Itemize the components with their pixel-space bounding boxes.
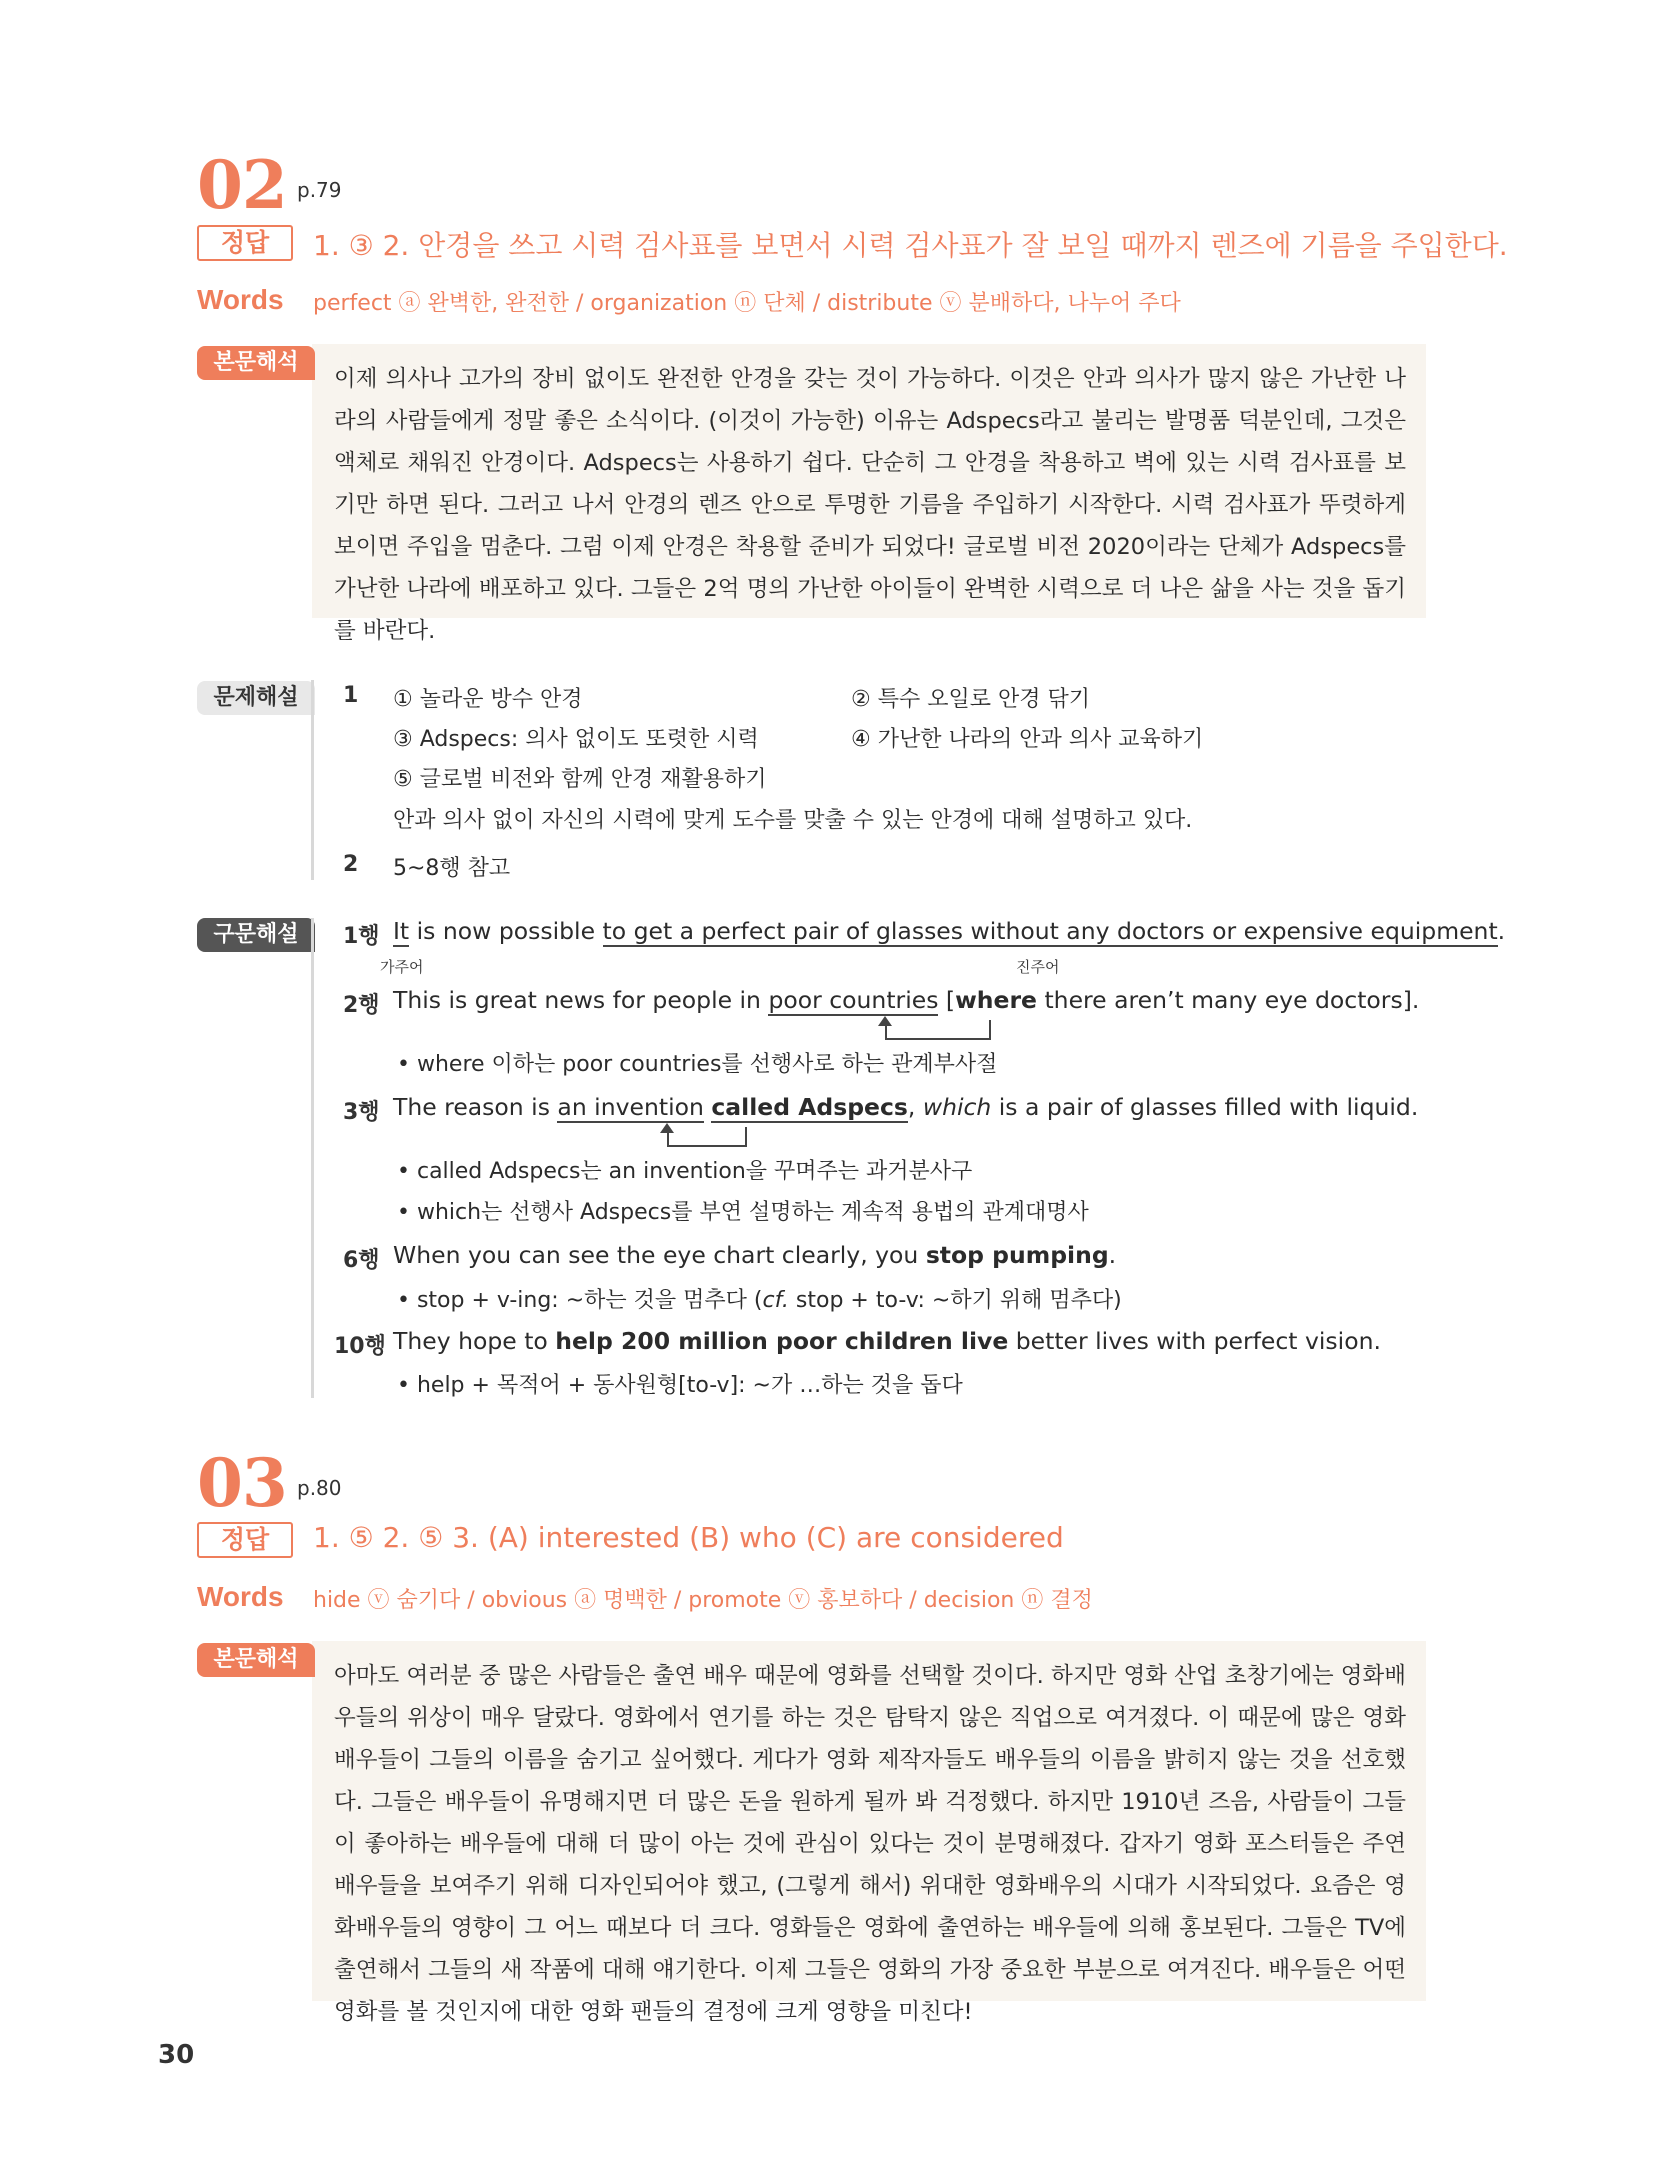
syntax-sentence-10 xyxy=(393,1327,1381,1355)
sentence-part: . xyxy=(1108,1241,1117,1269)
sentence-part: The reason is xyxy=(393,1093,558,1121)
sentence-part: . xyxy=(1497,917,1506,945)
key-phrase: help 200 million poor children live xyxy=(555,1327,1009,1355)
relative-adverb: where xyxy=(955,986,1037,1014)
words-text: perfect ⓐ 완벽한, 완전한 / organization ⓝ 단체 / distribute ⓥ 분배하다, 나누어 주다 xyxy=(313,291,1181,316)
syntax-line-3: 3행 xyxy=(343,1100,380,1125)
participle-connector xyxy=(667,1127,747,1147)
answer-text: 1. ③ 2. 안경을 쓰고 시력 검사표를 보면서 시력 검사표가 잘 보일 때까지 렌즈에 기름을 주입한다. xyxy=(313,229,1508,262)
problem-divider xyxy=(311,680,314,880)
problem-label: 문제해설 xyxy=(197,681,315,715)
problem-1-number: 1 xyxy=(343,683,359,708)
section-number-02: 02 xyxy=(197,146,287,224)
answer-text: 1. ⑤ 2. ⑤ 3. (A) interested (B) who (C) are considered xyxy=(313,1521,1064,1554)
page-reference: p.79 xyxy=(297,178,342,202)
syntax-note-2: • where 이하는 poor countries를 선행사로 하는 관계부사절 xyxy=(397,1052,998,1077)
arrow-up-icon xyxy=(660,1123,674,1133)
sentence-part: is a pair of glasses filled with liquid. xyxy=(991,1093,1419,1121)
sentence-part: is now possible xyxy=(409,917,603,945)
note-part: stop + to-v: ~하기 위해 멈추다) xyxy=(788,1288,1122,1313)
translation-text: 아마도 여러분 중 많은 사람들은 출연 배우 때문에 영화를 선택할 것이다. 하지만 영화 산업 초창기에는 영화배우들의 위상이 매우 달랐다. 영화에서 연기를 하는 것은 탐탁지 않은 직업으로 여겨졌다. 이 때문에 많은 영화배우들이 그들의 이름을 숨기고 싶어했다. 게다가 영화 제작자들도 배우들의 이름을 밝히지 않는 것을 선호했다. 그들은 배우들이 유명해지면 더 많은 돈을 원하게 될까 봐 걱정했다. 하지만 1910년 즈음, 사람들이 그들이 좋아하는 배우들에 대해 더 많이 아는 것에 관심이 있다는 것이 분명해졌다. 갑자기 영화 포스터들은 주연 배우들을 보여주기 위해 디자인되어야 했고, (그렇게 해서) 위대한 영화배우의 시대가 시작되었다. 요즘은 영화배우들의 영향이 그 어느 때보다 더 크다. 영화들은 영화에 출연하는 배우들에 의해 홍보된다. 그들은 TV에 출연해서 그들의 새 작품에 대해 얘기한다. 이제 그들은 영화의 가장 중요한 부분으로 여겨진다. 배우들은 어떤 영화를 볼 것인지에 대한 영화 팬들의 결정에 크게 영향을 미친다! xyxy=(334,1663,1406,2025)
answer-label: 정답 xyxy=(197,1522,293,1558)
problem-1-option-2: ② 특수 오일로 안경 닦기 xyxy=(851,687,1090,712)
participle-phrase: called Adspecs xyxy=(711,1093,908,1121)
syntax-label: 구문해설 xyxy=(197,918,315,952)
sentence-part: , xyxy=(907,1093,923,1121)
problem-2-number: 2 xyxy=(343,852,359,877)
key-phrase: stop pumping xyxy=(925,1241,1109,1269)
sentence-part: They hope to xyxy=(393,1327,556,1355)
translation-box xyxy=(312,1641,1426,2025)
syntax-line-1: 1행 xyxy=(343,924,380,949)
note-part: cf. xyxy=(762,1288,789,1313)
real-subject: to get a perfect pair of glasses without any doctors or expensive equipment xyxy=(602,917,1498,945)
words-label: Words xyxy=(197,284,284,315)
syntax-sentence-6 xyxy=(393,1241,1116,1269)
translation-box xyxy=(312,344,1426,644)
problem-1-option-4: ④ 가난한 나라의 안과 의사 교육하기 xyxy=(851,727,1204,752)
page-reference: p.80 xyxy=(297,1476,342,1500)
translation-text: 이제 의사나 고가의 장비 없이도 완전한 안경을 갖는 것이 가능하다. 이것은 안과 의사가 많지 않은 가난한 나라의 사람들에게 정말 좋은 소식이다. (이것이 가능한) 이유는 Adspecs라고 불리는 발명품 덕분인데, 그것은 액체로 채워진 안경이다. Adspecs는 사용하기 쉽다. 단순히 그 안경을 착용하고 벽에 있는 시력 검사표를 보기만 하면 된다. 그러고 나서 안경의 렌즈 안으로 투명한 기름을 주입하기 시작한다. 시력 검사표가 뚜렷하게 보이면 주입을 멈춘다. 그럼 이제 안경은 착용할 준비가 되었다! 글로벌 비전 2020이라는 단체가 Adspecs를 가난한 나라에 배포하고 있다. 그들은 2억 명의 가난한 아이들이 완벽한 시력으로 더 나은 삶을 사는 것을 돕기를 바란다. xyxy=(334,366,1406,644)
syntax-note-6 xyxy=(397,1283,1122,1314)
syntax-note-3b: • which는 선행사 Adspecs를 부연 설명하는 계속적 용법의 관계대명사 xyxy=(397,1200,1089,1225)
problem-1-option-3: ③ Adspecs: 의사 없이도 또렷한 시력 xyxy=(393,727,759,752)
words-text: hide ⓥ 숨기다 / obvious ⓐ 명백한 / promote ⓥ 홍보하다 / decision ⓝ 결정 xyxy=(313,1588,1093,1613)
problem-1-option-5: ⑤ 글로벌 비전와 함께 안경 재활용하기 xyxy=(393,767,767,792)
syntax-note-3a: • called Adspecs는 an invention을 꾸며주는 과거분사구 xyxy=(397,1159,973,1184)
note-part: • stop + v-ing: ~하는 것을 멈추다 ( xyxy=(397,1288,763,1313)
syntax-line-10: 10행 xyxy=(334,1334,386,1359)
dummy-subject: It xyxy=(393,917,410,945)
antecedent-connector xyxy=(885,1020,991,1040)
page-number: 30 xyxy=(158,2040,195,2070)
translation-label: 본문해석 xyxy=(197,346,315,380)
syntax-line-6: 6행 xyxy=(343,1248,380,1273)
problem-2-explanation: 5~8행 참고 xyxy=(393,856,511,881)
arrow-up-icon xyxy=(878,1016,892,1026)
dummy-subject-note: 가주어 xyxy=(380,958,424,976)
answer-label: 정답 xyxy=(197,225,293,261)
syntax-sentence-3 xyxy=(393,1093,1418,1121)
translation-label: 본문해석 xyxy=(197,1643,315,1677)
sentence-part: This is great news for people in xyxy=(393,986,769,1014)
syntax-divider xyxy=(311,918,314,1398)
section-number-03: 03 xyxy=(197,1444,287,1522)
relative-pronoun: which xyxy=(922,1093,992,1121)
real-subject-note: 진주어 xyxy=(1016,958,1060,976)
sentence-part: there aren’t many eye doctors]. xyxy=(1036,986,1420,1014)
syntax-note-10: • help + 목적어 + 동사원형[to-v]: ~가 …하는 것을 돕다 xyxy=(397,1373,963,1398)
words-label: Words xyxy=(197,1581,284,1612)
sentence-part: When you can see the eye chart clearly, you xyxy=(393,1241,926,1269)
problem-1-option-1: ① 놀라운 방수 안경 xyxy=(393,687,583,712)
syntax-line-2: 2행 xyxy=(343,993,380,1018)
problem-1-explanation: 안과 의사 없이 자신의 시력에 맞게 도수를 맞출 수 있는 안경에 대해 설명하고 있다. xyxy=(393,808,1193,833)
syntax-sentence-1 xyxy=(393,917,1505,945)
sentence-part: better lives with perfect vision. xyxy=(1008,1327,1381,1355)
antecedent: an invention xyxy=(557,1093,704,1121)
antecedent: poor countries xyxy=(768,986,939,1014)
sentence-part: [ xyxy=(938,986,956,1014)
syntax-sentence-2 xyxy=(393,986,1419,1014)
